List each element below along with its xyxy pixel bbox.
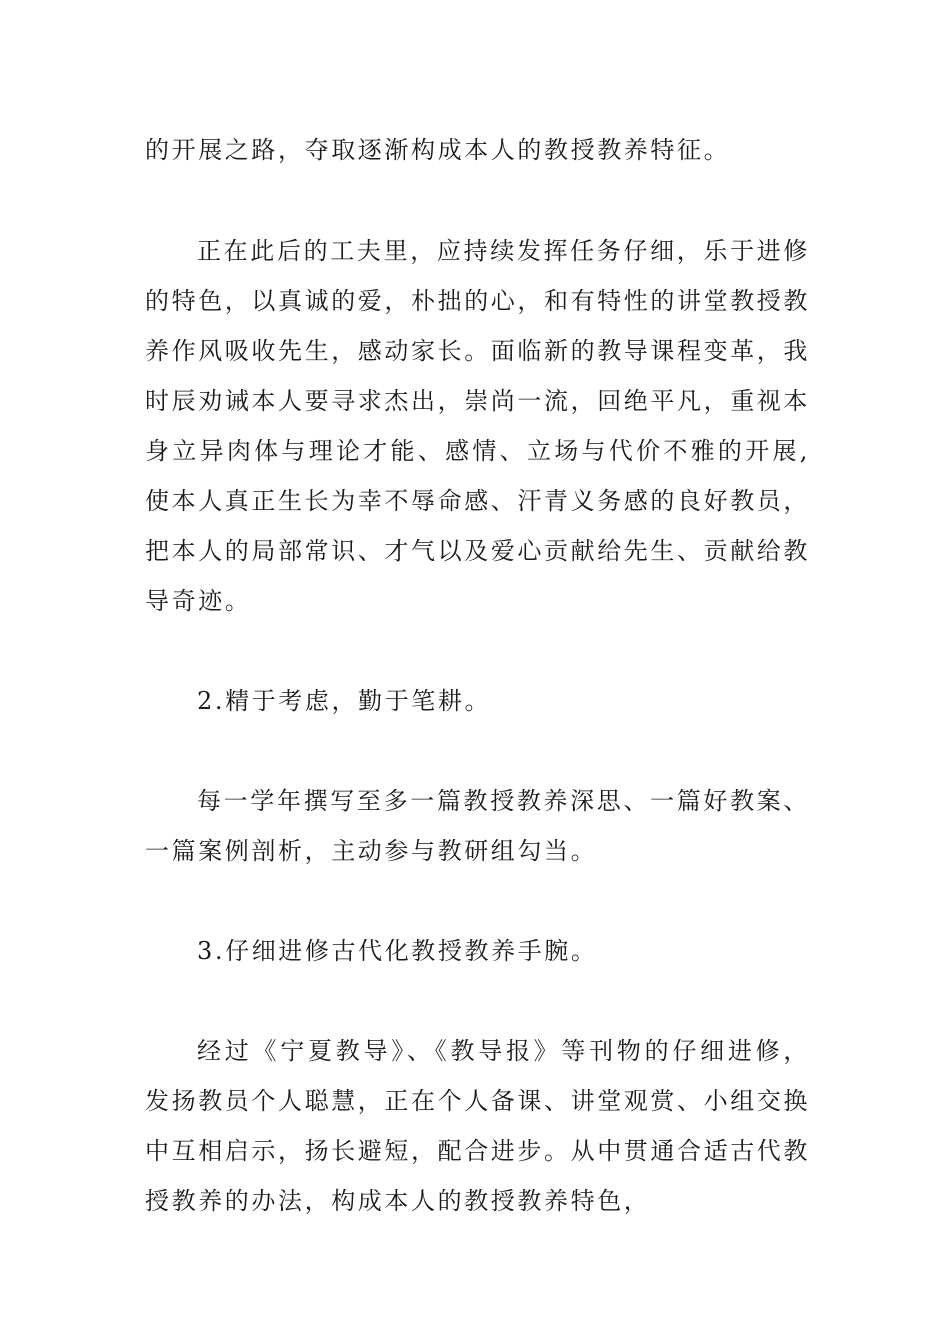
section-heading: 3.仔细进修古代化教授教养手腕。 [197,937,598,965]
paragraph-body: 经过《宁夏教导》、《教导报》等刊物的仔细进修，发扬教员个人聪慧，正在个人备课、讲堂观赏、小组交换中互相启示，扬长避短，配合进步。从中贯通合适古代教授教养的办法，构成本人的教授教养特色， [145,1037,810,1215]
paragraph-continuation: 的开展之路，夺取逐渐构成本人的教授教养特征。 [145,136,731,164]
paragraph-body: 正在此后的工夫里，应持续发挥任务仔细，乐于进修的特色，以真诚的爱，朴拙的心，和有特性的讲堂教授教养作风吸收先生，感动家长。面临新的教导课程变革，我时辰劝诫本人要寻求杰出，崇尚一流，回绝平凡，重视本身立异肉体与理论才能、感情、立场与代价不雅的开展,使本人真正生长为幸不辱命感、汗青义务感的良好教员，把本人的局部常识、才气以及爱心贡献给先生、贡献给教导奇迹。 [145,237,810,615]
paragraph-body: 每一学年撰写至多一篇教授教养深思、一篇好教案、一篇案例剖析，主动参与教研组勾当。 [145,787,810,865]
section-heading: 2.精于考虑，勤于笔耕。 [197,687,492,715]
